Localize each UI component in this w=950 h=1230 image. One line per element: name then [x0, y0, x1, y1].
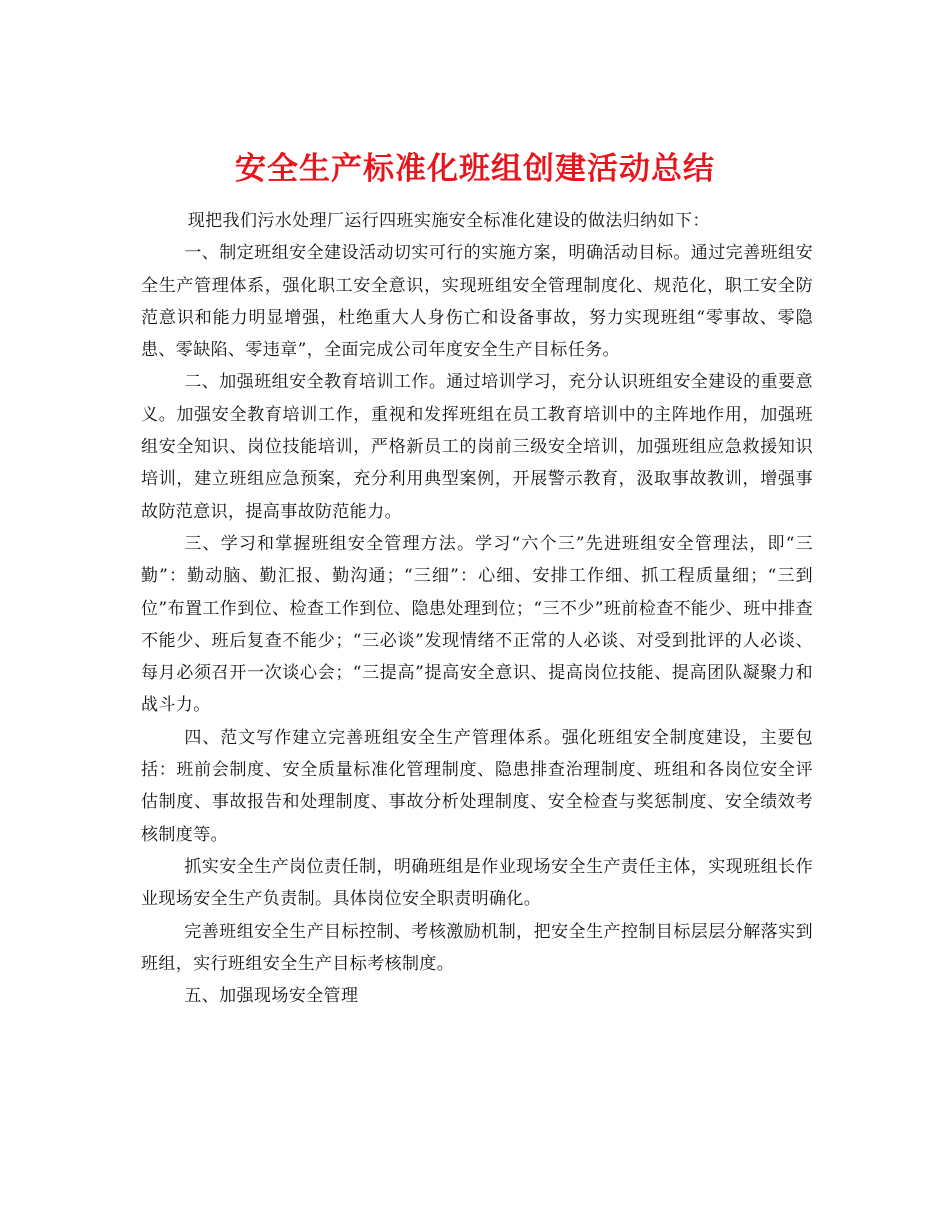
section-5-heading: 五、加强现场安全管理: [184, 986, 359, 1007]
target-control-paragraph: 完善班组安全生产目标控制、考核激励机制，把安全生产控制目标层层分解落实到班组，实行班组安全生产目标考核制度。: [141, 921, 813, 974]
document-title: 安全生产标准化班组创建活动总结: [235, 150, 715, 187]
document-body: [141, 205, 813, 1012]
section-4-paragraph: 四、范文写作建立完善班组安全生产管理体系。强化班组安全制度建设，主要包括：班前会制度、安全质量标准化管理制度、隐患排查治理制度、班组和各岗位安全评估制度、事故报告和处理制度、事故分析处理制度、安全检查与奖惩制度、安全绩效考核制度等。: [141, 727, 813, 845]
section-2-paragraph: 二、加强班组安全教育培训工作。通过培训学习，充分认识班组安全建设的重要意义。加强安全教育培训工作，重视和发挥班组在员工教育培训中的主阵地作用，加强班组安全知识、岗位技能培训，严格新员工的岗前三级安全培训，加强班组应急救援知识培训，建立班组应急预案，充分利用典型案例，开展警示教育，汲取事故教训，增强事故防范意识，提高事故防范能力。: [141, 372, 813, 522]
section-3-paragraph: 三、学习和掌握班组安全管理方法。学习“六个三”先进班组安全管理法，即“三勤”：勤动脑、勤汇报、勤沟通；“三细”：心细、安排工作细、抓工程质量细；“三到位”布置工作到位、检查工作到位、隐患处理到位；“三不少”班前检查不能少、班中排查不能少、班后复查不能少；“三必谈”发现情绪不正常的人必谈、对受到批评的人必谈、每月必须召开一次谈心会；“三提高”提高安全意识、提高岗位技能、提高团队凝聚力和战斗力。: [141, 533, 813, 716]
intro-paragraph: 现把我们污水处理厂运行四班实施安全标准化建设的做法归纳如下：: [187, 211, 710, 231]
responsibility-paragraph: 抓实安全生产岗位责任制，明确班组是作业现场安全生产责任主体，实现班组长作业现场安全生产负责制。具体岗位安全职责明确化。: [141, 856, 813, 910]
section-1-paragraph: 一、制定班组安全建设活动切实可行的实施方案，明确活动目标。通过完善班组安全生产管理体系，强化职工安全意识，实现班组安全管理制度化、规范化，职工安全防范意识和能力明显增强，杜绝重大人身伤亡和设备事故，努力实现班组“零事故、零隐患、零缺陷、零违章”，全面完成公司年度安全生产目标任务。: [141, 243, 813, 361]
